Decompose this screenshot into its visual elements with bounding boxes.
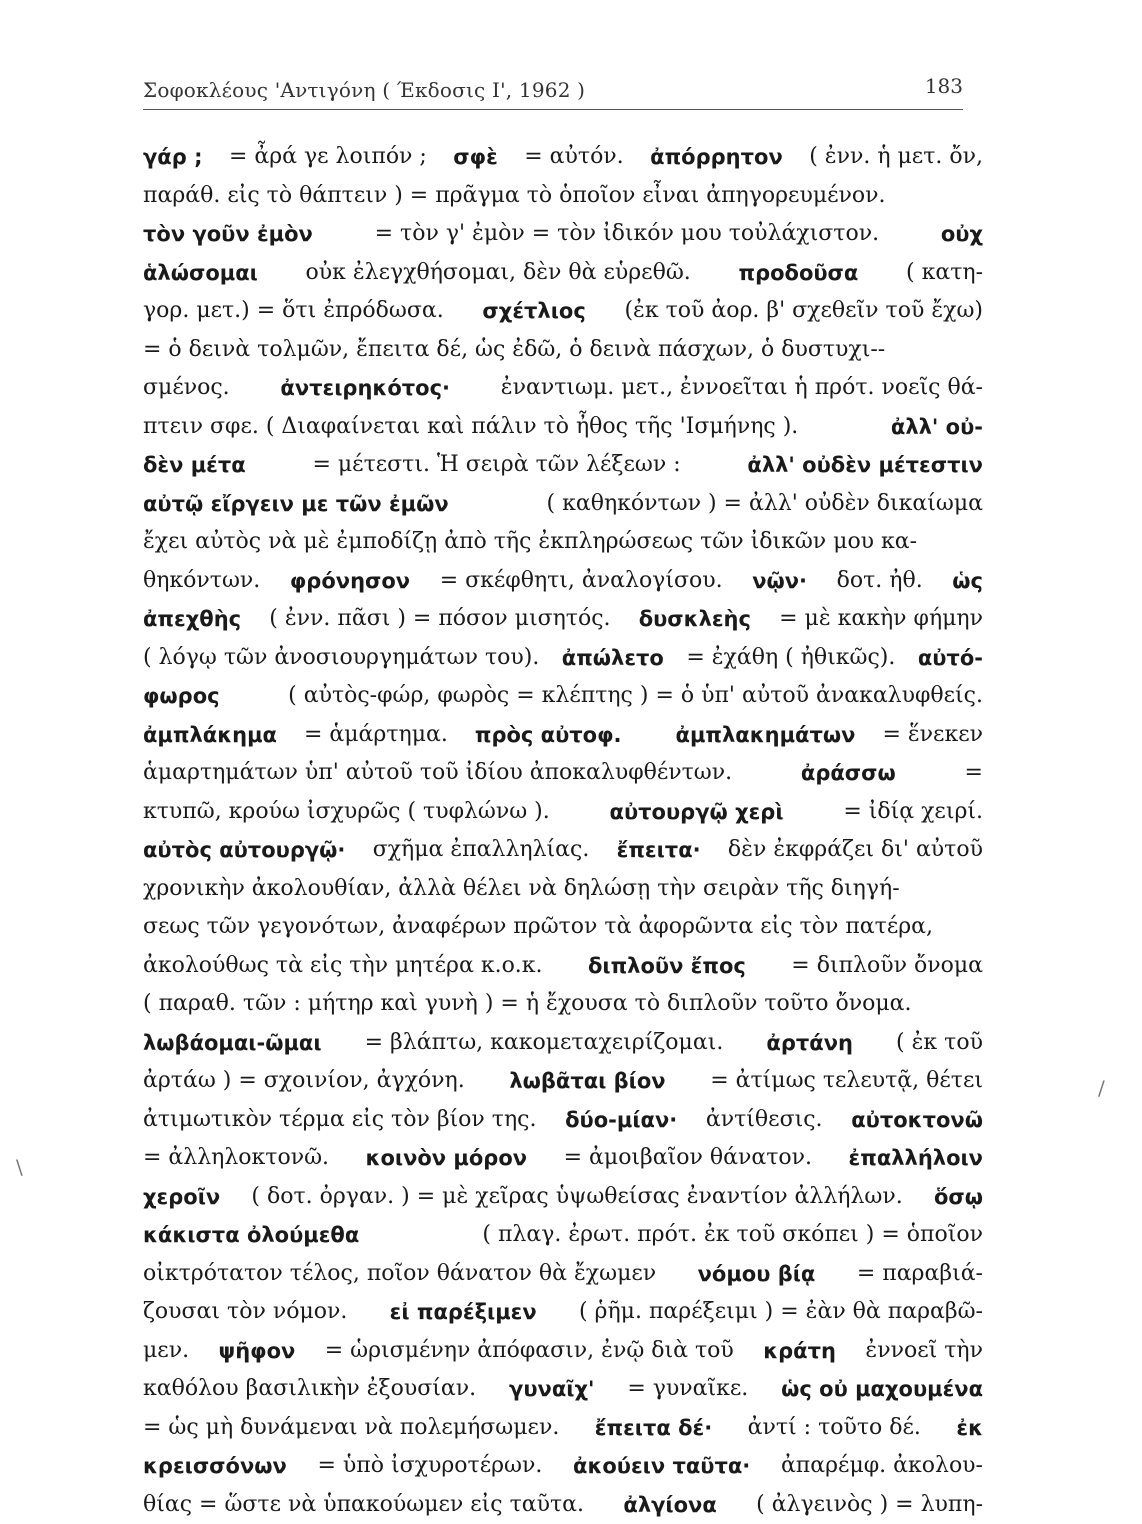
gloss-text: γορ. μετ.) = ὅτι ἐπρόδωσα. xyxy=(143,292,444,331)
gloss-text: = ὡς μὴ δυνάμεναι νὰ πολεμήσωμεν. xyxy=(143,1409,559,1448)
gloss-text: = ὑπὸ ἰσχυροτέρων. xyxy=(318,1447,543,1486)
gloss-text: ( καθηκόντων ) = ἀλλ' οὐδὲν δικαίωμα xyxy=(547,485,983,524)
gloss-text: ( ἐνν. ἡ μετ. ὄν, xyxy=(809,138,983,177)
gloss-text: κτυπῶ, κρούω ἰσχυρῶς ( τυφλώνω ). xyxy=(143,793,550,832)
gloss-text: παράθ. εἰς τὸ θάπτειν ) = πρᾶγμα τὸ ὁποῖον εἶναι ἀπηγορευμένον. xyxy=(143,177,886,216)
lemma-term: αὐτοκτονῶ xyxy=(851,1101,983,1140)
text-line xyxy=(143,1178,983,1217)
lemma-term: κοινὸν μόρον xyxy=(366,1139,528,1178)
gloss-text: σμένος. xyxy=(143,369,230,408)
lemma-term: λωβάομαι-ῶμαι xyxy=(143,1024,322,1063)
lemma-term: αὐτὸς αὐτουργῷ· xyxy=(143,831,345,870)
gloss-text: ἁμαρτημάτων ὑπ' αὐτοῦ τοῦ ἰδίου ἀποκαλυφθέντων. xyxy=(143,754,732,793)
lemma-term: ἀρτάνη xyxy=(766,1024,853,1063)
gloss-text: = τὸν γ' ἐμὸν = τὸν ἰδικόν μου τοὐλάχιστον. xyxy=(375,215,879,254)
lemma-term: ἔπειτα· xyxy=(617,831,701,870)
gloss-text: = ὁ δεινὰ τολμῶν, ἔπειτα δέ, ὡς ἐδῶ, ὁ δεινὰ πάσχων, ὁ δυστυχι-- xyxy=(143,331,885,370)
gloss-text: ( ἐκ τοῦ xyxy=(896,1024,983,1063)
text-line xyxy=(143,985,983,1024)
lemma-term: αὐτό- xyxy=(918,639,983,678)
gloss-text: ( πλαγ. ἐρωτ. πρότ. ἐκ τοῦ σκόπει ) = ὁποῖον xyxy=(482,1216,983,1255)
text-line xyxy=(143,716,983,755)
text-line xyxy=(143,1409,983,1448)
gloss-text: ( δοτ. ὀργαν. ) = μὲ χεῖρας ὑψωθείσας ἐναντίον ἀλλήλων. xyxy=(251,1178,902,1217)
lemma-term: ὡς xyxy=(952,562,983,601)
gloss-text: = ἐχάθη ( ἠθικῶς). xyxy=(686,639,895,678)
gloss-text: ζουσαι τὸν νόμον. xyxy=(143,1293,347,1332)
text-line xyxy=(143,1332,983,1371)
lemma-term: ὅσῳ xyxy=(934,1178,983,1217)
lemma-term: ἀλγίονα xyxy=(623,1486,716,1524)
gloss-text: δοτ. ἠθ. xyxy=(837,562,923,601)
gloss-text: σεως τῶν γεγονότων, ἀναφέρων πρῶτον τὰ ἀφορῶντα εἰς τὸν πατέρα, xyxy=(143,908,933,947)
gloss-text: ἀρτάω ) = σχοινίον, ἀγχόνη. xyxy=(143,1062,465,1101)
gloss-text: = ἰδίᾳ χειρί. xyxy=(843,793,983,832)
commentary-text xyxy=(143,138,983,1524)
text-line xyxy=(143,1370,983,1409)
text-line xyxy=(143,331,983,370)
margin-mark: \ xyxy=(16,1155,23,1179)
gloss-text: σχῆμα ἐπαλληλίας. xyxy=(373,831,590,870)
text-line xyxy=(143,1293,983,1332)
gloss-text: ( παραθ. τῶν : μήτηρ καὶ γυνὴ ) = ἡ ἔχουσα τὸ διπλοῦν τοῦτο ὄνομα. xyxy=(143,985,912,1024)
lemma-term: ὡς οὐ μαχουμένα xyxy=(781,1370,983,1409)
lemma-term: ἔπειτα δέ· xyxy=(595,1409,712,1448)
lemma-term: ἀμπλάκημα xyxy=(143,716,277,755)
lemma-term: γάρ ; xyxy=(143,138,202,177)
lemma-term: ἀντειρηκότος· xyxy=(280,369,450,408)
lemma-term: σχέτλιος xyxy=(482,292,585,331)
page-number: 183 xyxy=(925,74,963,98)
header-rule xyxy=(143,109,963,110)
lemma-term: ἀκούειν ταῦτα· xyxy=(573,1447,750,1486)
lemma-term: φωρος xyxy=(143,677,220,716)
lemma-term: ἀπεχθὴς xyxy=(143,600,241,639)
text-line xyxy=(143,446,983,485)
gloss-text: = βλάπτω, κακομεταχειρίζομαι. xyxy=(365,1024,724,1063)
lemma-term: τὸν γοῦν ἐμὸν xyxy=(143,215,313,254)
lemma-term: νῷν· xyxy=(752,562,807,601)
text-line xyxy=(143,523,983,562)
text-line xyxy=(143,639,983,678)
text-line xyxy=(143,1216,983,1255)
gloss-text: = ἕνεκεν xyxy=(882,716,983,755)
lemma-term: δὲν μέτα xyxy=(143,446,246,485)
text-line xyxy=(143,1101,983,1140)
lemma-term: οὐχ xyxy=(941,215,983,254)
gloss-text: μεν. xyxy=(143,1332,189,1371)
gloss-text: = γυναῖκε. xyxy=(627,1370,748,1409)
lemma-term: ἀράσσω xyxy=(801,754,896,793)
gloss-text: οἰκτρότατον τέλος, ποῖον θάνατον θὰ ἔχωμεν xyxy=(143,1255,656,1294)
text-line xyxy=(143,1062,983,1101)
gloss-text: ( ῥῆμ. παρέξειμι ) = ἐὰν θὰ παραβῶ- xyxy=(579,1293,983,1332)
text-line xyxy=(143,408,983,447)
gloss-text: ( ἀλγεινὸς ) = λυπη- xyxy=(756,1486,983,1524)
lemma-term: γυναῖχ' xyxy=(509,1370,594,1409)
gloss-text: ( κατη- xyxy=(906,254,983,293)
gloss-text: = διπλοῦν ὄνομα xyxy=(791,947,983,986)
text-line xyxy=(143,177,983,216)
gloss-text: = ὡρισμένην ἀπόφασιν, ἐνῷ διὰ τοῦ xyxy=(325,1332,734,1371)
gloss-text: (ἐκ τοῦ ἀορ. β' σχεθεῖν τοῦ ἔχω) xyxy=(624,292,983,331)
gloss-text: ἀκολούθως τὰ εἰς τὴν μητέρα κ.ο.κ. xyxy=(143,947,543,986)
lemma-term: πρὸς αὐτοφ. xyxy=(475,716,622,755)
text-line xyxy=(143,677,983,716)
gloss-text: ἀπαρέμφ. ἀκολου- xyxy=(781,1447,983,1486)
lemma-term: δύο-μίαν· xyxy=(565,1101,677,1140)
lemma-term: σφὲ xyxy=(453,138,497,177)
lemma-term: ψῆφον xyxy=(219,1332,296,1371)
lemma-term: διπλοῦν ἔπος xyxy=(588,947,746,986)
running-head-title: Σοφοκλέους 'Αντιγόνη ( Έκδοσις Ι', 1962 ) xyxy=(143,78,585,102)
lemma-term: αὐτουργῷ χερὶ xyxy=(610,793,784,832)
gloss-text: θίας = ὥστε νὰ ὑπακούωμεν εἰς ταῦτα. xyxy=(143,1486,584,1524)
gloss-text: χρονικὴν ἀκολουθίαν, ἀλλὰ θέλει νὰ δηλώσῃ τὴν σειρὰν τῆς διηγή- xyxy=(143,870,900,909)
text-line xyxy=(143,562,983,601)
gloss-text: = παραβιά- xyxy=(857,1255,983,1294)
text-line xyxy=(143,908,983,947)
lemma-term: κράτη xyxy=(763,1332,836,1371)
lemma-term: προδοῦσα xyxy=(738,254,858,293)
lemma-term: χεροῖν xyxy=(143,1178,220,1217)
text-line xyxy=(143,292,983,331)
gloss-text: θηκόντων. xyxy=(143,562,260,601)
text-line xyxy=(143,831,983,870)
gloss-text: ἀντίθεσις. xyxy=(706,1101,823,1140)
lemma-term: ἐκ xyxy=(956,1409,983,1448)
lemma-term: εἰ παρέξιμεν xyxy=(390,1293,537,1332)
gloss-text: ἐναντιωμ. μετ., ἐννοεῖται ἡ πρότ. νοεῖς θά- xyxy=(501,369,983,408)
gloss-text: = ἆρά γε λοιπόν ; xyxy=(229,138,427,177)
text-line xyxy=(143,600,983,639)
lemma-term: λωβᾶται βίον xyxy=(509,1062,665,1101)
text-line xyxy=(143,369,983,408)
gloss-text: = μὲ κακὴν φήμην xyxy=(779,600,983,639)
lemma-term: κρεισσόνων xyxy=(143,1447,287,1486)
text-line xyxy=(143,947,983,986)
lemma-term: ἀλλ' οὐδὲν μέτεστιν xyxy=(747,446,983,485)
lemma-term: κάκιστα ὀλούμεθα xyxy=(143,1216,359,1255)
gloss-text: = σκέφθητι, ἀναλογίσου. xyxy=(440,562,723,601)
gloss-text: καθόλου βασιλικὴν ἐξουσίαν. xyxy=(143,1370,476,1409)
text-line xyxy=(143,870,983,909)
gloss-text: = xyxy=(965,754,983,793)
gloss-text: ( λόγῳ τῶν ἀνοσιουργημάτων του). xyxy=(143,639,539,678)
running-head xyxy=(143,78,963,110)
text-line xyxy=(143,754,983,793)
text-line xyxy=(143,138,983,177)
gloss-text: = ἀμοιβαῖον θάνατον. xyxy=(564,1139,812,1178)
lemma-term: φρόνησον xyxy=(290,562,410,601)
lemma-term: ἀλλ' οὐ- xyxy=(891,408,983,447)
gloss-text: ( αὐτὸς-φώρ, φωρὸς = κλέπτης ) = ὁ ὑπ' αὐτοῦ ἀνακαλυφθείς. xyxy=(288,677,983,716)
text-line xyxy=(143,793,983,832)
gloss-text: ἀντί : τοῦτο δέ. xyxy=(748,1409,921,1448)
lemma-term: ἀπώλετο xyxy=(562,639,664,678)
gloss-text: ( ἐνν. πᾶσι ) = πόσον μισητός. xyxy=(269,600,610,639)
gloss-text: ἀτιμωτικὸν τέρμα εἰς τὸν βίον της. xyxy=(143,1101,536,1140)
gloss-text: δὲν ἐκφράζει δι' αὐτοῦ xyxy=(728,831,983,870)
gloss-text: = αὐτόν. xyxy=(524,138,623,177)
gloss-text: ἔχει αὐτὸς νὰ μὲ ἐμποδίζῃ ἀπὸ τῆς ἐκπληρώσεως τῶν ἰδικῶν μου κα- xyxy=(143,523,917,562)
text-line xyxy=(143,485,983,524)
text-line xyxy=(143,1024,983,1063)
lemma-term: ἁλώσομαι xyxy=(143,254,258,293)
text-line xyxy=(143,1139,983,1178)
lemma-term: ἀμπλακημάτων xyxy=(676,716,856,755)
margin-mark: / xyxy=(1098,1076,1105,1100)
text-line xyxy=(143,1447,983,1486)
text-line xyxy=(143,254,983,293)
gloss-text: = μέτεστι. Ἡ σειρὰ τῶν λέξεων : xyxy=(312,446,680,485)
text-line xyxy=(143,1255,983,1294)
gloss-text: ἐννοεῖ τὴν xyxy=(865,1332,983,1371)
gloss-text: = ἀτίμως τελευτᾷ, θέτει xyxy=(710,1062,983,1101)
gloss-text: οὐκ ἐλεγχθήσομαι, δὲν θὰ εὑρεθῶ. xyxy=(306,254,691,293)
gloss-text: = ἀλληλοκτονῶ. xyxy=(143,1139,329,1178)
text-line xyxy=(143,215,983,254)
lemma-term: ἐπαλλήλοιν xyxy=(849,1139,983,1178)
text-line xyxy=(143,1486,983,1524)
lemma-term: νόμου βίᾳ xyxy=(698,1255,816,1294)
lemma-term: αὐτῷ εἴργειν με τῶν ἐμῶν xyxy=(143,485,449,524)
lemma-term: δυσκλεὴς xyxy=(639,600,751,639)
gloss-text: = ἁμάρτημα. xyxy=(304,716,448,755)
gloss-text: πτειν σφε. ( Διαφαίνεται καὶ πάλιν τὸ ἦθος τῆς 'Ισμήνης ). xyxy=(143,408,798,447)
lemma-term: ἀπόρρητον xyxy=(650,138,783,177)
